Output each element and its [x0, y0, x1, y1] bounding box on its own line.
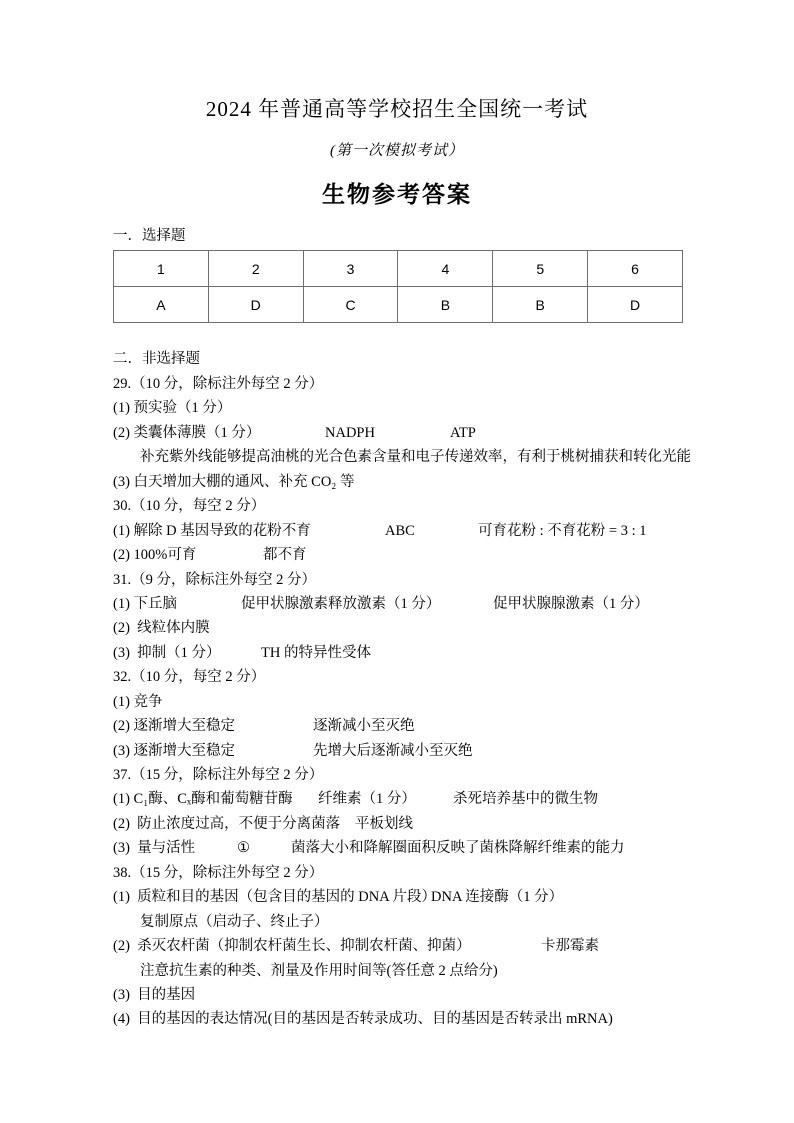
- answer-line: [113, 1007, 794, 1031]
- answer-key-heading: 生物参考答案: [322, 182, 472, 207]
- answer-segment: 都不育: [263, 547, 307, 564]
- answer-segment: 先增大后逐渐减小至灭绝: [313, 742, 473, 759]
- answer-segment: (3) 抑制（1 分）: [113, 644, 221, 661]
- table-cell: B: [493, 287, 588, 323]
- answer-line: [113, 665, 794, 689]
- table-cell: 4: [398, 251, 493, 287]
- answer-line: [113, 787, 794, 811]
- doc-subtitle: (第一次模拟考试）: [330, 143, 464, 159]
- answer-segment: (4) 目的基因的表达情况(目的基因是否转录成功、目的基因是否转录出 mRNA): [113, 1011, 613, 1028]
- answer-segment: 菌落大小和降解圈面积反映了菌株降解纤维素的能力: [291, 840, 625, 857]
- section-nonchoice-heading: 二．非选择题: [113, 351, 200, 367]
- answer-segment: 卡那霉素: [541, 938, 599, 955]
- section-choice-heading: 一．选择题: [113, 228, 186, 244]
- answer-segment: 30.（10 分，每空 2 分）: [113, 498, 266, 515]
- table-cell: 5: [493, 251, 588, 287]
- answer-line: [113, 690, 794, 714]
- answer-segment: (2) 100%可育: [113, 547, 197, 564]
- table-cell: 3: [303, 251, 398, 287]
- answer-line: [113, 812, 794, 836]
- answer-segment: (1) 预实验（1 分）: [113, 400, 232, 417]
- answer-segment: (3) 目的基因: [113, 986, 196, 1003]
- answer-segment: 29.（10 分，除标注外每空 2 分）: [113, 376, 324, 392]
- answer-segment: ①: [237, 840, 250, 857]
- answer-line: [113, 910, 794, 934]
- table-cell: 6: [588, 251, 683, 287]
- answer-segment: (2) 线粒体内膜: [113, 620, 210, 637]
- answer-line: [113, 934, 794, 958]
- answer-segment: DNA 连接酶（1 分）: [431, 889, 564, 906]
- answer-line: [113, 445, 794, 469]
- table-cell: C: [303, 287, 398, 323]
- answer-line: [113, 421, 794, 445]
- answer-segment: 纤维素（1 分）: [318, 791, 416, 808]
- table-cell: 1: [114, 251, 209, 287]
- answer-line: [113, 543, 794, 567]
- answer-segment: (3) 白天增加大棚的通风、补充 CO₂ 等: [113, 473, 355, 490]
- answer-line: [113, 616, 794, 640]
- choice-answer-table: [113, 250, 683, 323]
- table-cell: B: [398, 287, 493, 323]
- answer-segment: NADPH: [325, 424, 375, 441]
- answer-segment: (1) 下丘脑: [113, 595, 178, 612]
- answer-line: [113, 714, 794, 738]
- table-row-question-numbers: [114, 251, 683, 287]
- answer-line: [113, 836, 794, 860]
- answer-line: [113, 861, 794, 885]
- answer-segment: 复制原点（启动子、终止子）: [140, 913, 329, 930]
- answer-line: [113, 396, 794, 420]
- answer-segment: 补充紫外线能够提高油桃的光合色素含量和电子传递效率，有利于桃树捕获和转化光能: [140, 449, 691, 466]
- answer-segment: (1) 质粒和目的基因（包含目的基因的 DNA 片段）: [113, 889, 437, 906]
- answer-segment: 37.（15 分，除标注外每空 2 分）: [113, 767, 324, 783]
- answer-segment: 可育花粉 : 不育花粉 = 3 : 1: [478, 522, 647, 539]
- answer-segment: (1) 解除 D 基因导致的花粉不育: [113, 522, 311, 539]
- answer-segment: TH 的特异性受体: [261, 644, 371, 661]
- answer-segment: 逐渐减小至灭绝: [313, 718, 415, 735]
- answer-line: [113, 641, 794, 665]
- answer-segment: 32.（10 分，每空 2 分）: [113, 669, 266, 686]
- answer-segment: 促甲状腺激素释放激素（1 分）: [241, 595, 441, 612]
- answer-line: [113, 763, 794, 787]
- answer-segment: ABC: [385, 522, 415, 539]
- choice-answer-table-body: [114, 251, 683, 323]
- answer-line: [113, 739, 794, 763]
- answer-segment: 促甲状腺腺激素（1 分）: [493, 595, 649, 612]
- answer-segment: (2) 防止浓度过高，不便于分离菌落: [113, 815, 341, 832]
- answer-line: [113, 592, 794, 616]
- answer-line: [113, 494, 794, 518]
- answer-segment: (2) 类囊体薄膜（1 分）: [113, 424, 261, 441]
- doc-title: 2024 年普通高等学校招生全国统一考试: [205, 97, 589, 121]
- answer-segment: 杀死培养基中的微生物: [453, 791, 598, 808]
- answer-segment: 31.（9 分，除标注外每空 2 分）: [113, 571, 316, 588]
- answer-segment: 38.（15 分，除标注外每空 2 分）: [113, 864, 324, 881]
- answer-segment: (2) 逐渐增大至稳定: [113, 718, 236, 735]
- answer-lines: [113, 372, 794, 1032]
- table-cell: 2: [208, 251, 303, 287]
- answer-segment: (3) 量与活性: [113, 840, 196, 857]
- answer-line: [113, 470, 794, 494]
- answer-line: [113, 983, 794, 1007]
- answer-segment: (2) 杀灭农杆菌（抑制农杆菌生长、抑制农杆菌、抑菌）: [113, 938, 471, 955]
- answer-segment: (3) 逐渐增大至稳定: [113, 742, 236, 759]
- answer-line: [113, 959, 794, 983]
- table-cell: A: [114, 287, 209, 323]
- answer-segment: (1) C₁酶、Cₓ酶和葡萄糖苷酶: [113, 791, 293, 808]
- answer-line: [113, 568, 794, 592]
- answer-line: [113, 885, 794, 909]
- table-cell: D: [208, 287, 303, 323]
- answer-line: [113, 519, 794, 543]
- answer-segment: (1) 竞争: [113, 693, 163, 710]
- answer-line: [113, 372, 794, 396]
- table-row-answers: [114, 287, 683, 323]
- answer-segment: ATP: [450, 424, 476, 441]
- answer-segment: 平板划线: [355, 815, 413, 832]
- table-cell: D: [588, 287, 683, 323]
- answer-segment: 注意抗生素的种类、剂量及作用时间等(答任意 2 点给分): [140, 962, 498, 979]
